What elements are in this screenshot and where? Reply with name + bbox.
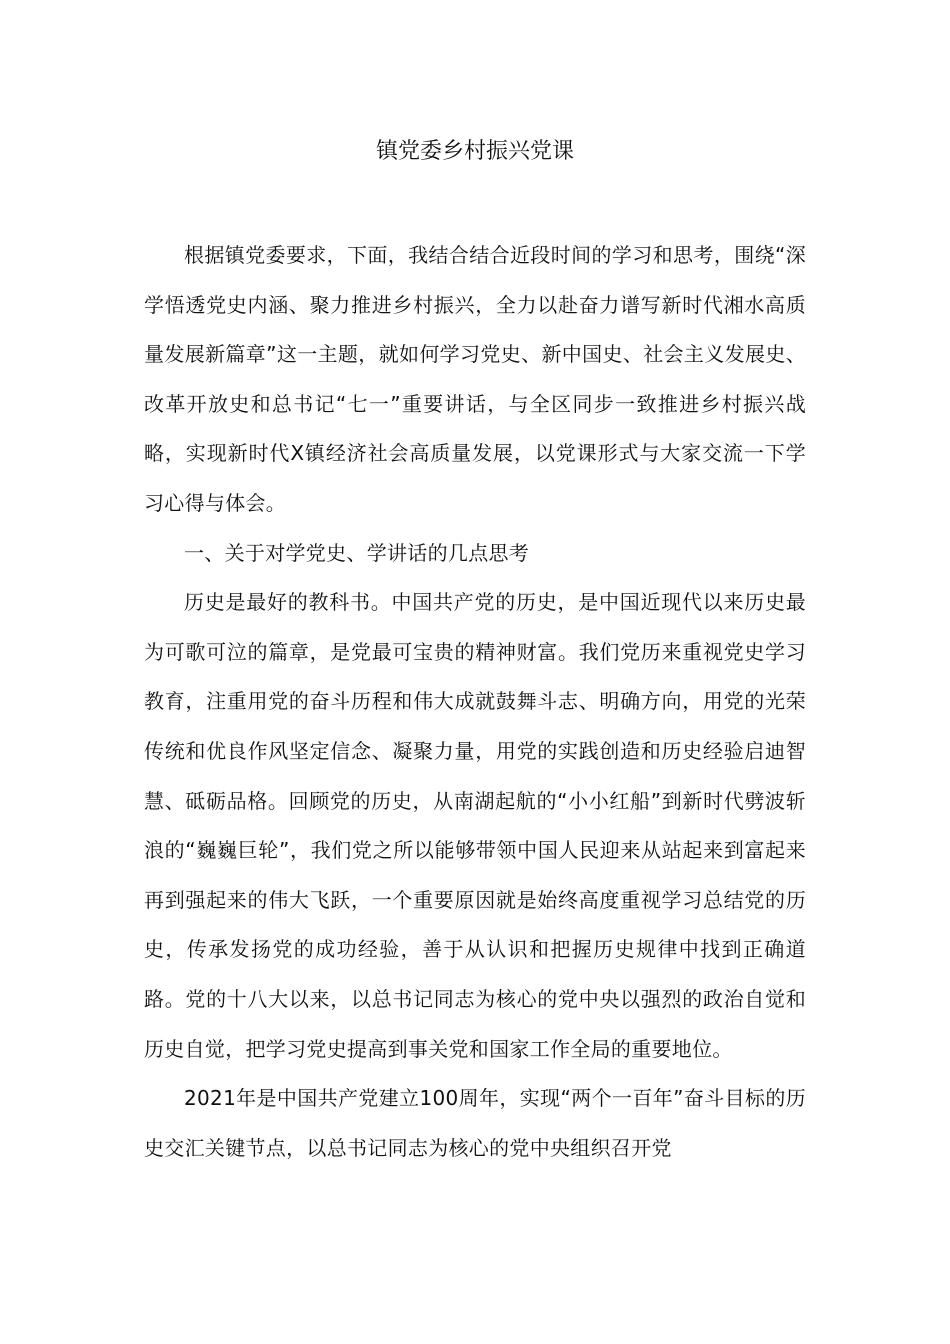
section-heading-1: 一、关于对学党史、学讲话的几点思考 <box>184 540 530 565</box>
paragraph-intro: 根据镇党委要求，下面，我结合结合近段时间的学习和思考，围绕“深学悟透党史内涵、聚力推进乡村振兴，全力以赴奋力谱写新时代湘水高质量发展新篇章”这一主题，就如何学习党史、新中国史、社会主义发展史、改革开放史和总书记“七一”重要讲话，与全区同步一致推进乡村振兴战略，实现新时代X镇经济社会高质量发展，以党课形式与大家交流一下学习心得与体会。 <box>144 243 806 515</box>
paragraph-2021: 2021年是中国共产党建立100周年，实现“两个一百年”奋斗目标的历史交汇关键节点，以总书记同志为核心的党中央组织召开党 <box>144 1086 806 1160</box>
document-title: 镇党委乡村振兴党课 <box>375 139 574 164</box>
paragraph-history: 历史是最好的教科书。中国共产党的历史，是中国近现代以来历史最为可歌可泣的篇章，是党最可宝贵的精神财富。我们党历来重视党史学习教育，注重用党的奋斗历程和伟大成就鼓舞斗志、明确方向，用党的光荣传统和优良作风坚定信念、凝聚力量，用党的实践创造和历史经验启迪智慧、砥砺品格。回顾党的历史，从南湖起航的“小小红船”到新时代劈波斩浪的“巍巍巨轮”，我们党之所以能够带领中国人民迎来从站起来到富起来再到强起来的伟大飞跃，一个重要原因就是始终高度重视学习总结党的历史，传承发扬党的成功经验，善于从认识和把握历史规律中找到正确道路。党的十八大以来，以总书记同志为核心的党中央以强烈的政治自觉和历史自觉，把学习党史提高到事关党和国家工作全局的重要地位。 <box>144 590 806 1061</box>
document-body <box>144 231 806 1173</box>
